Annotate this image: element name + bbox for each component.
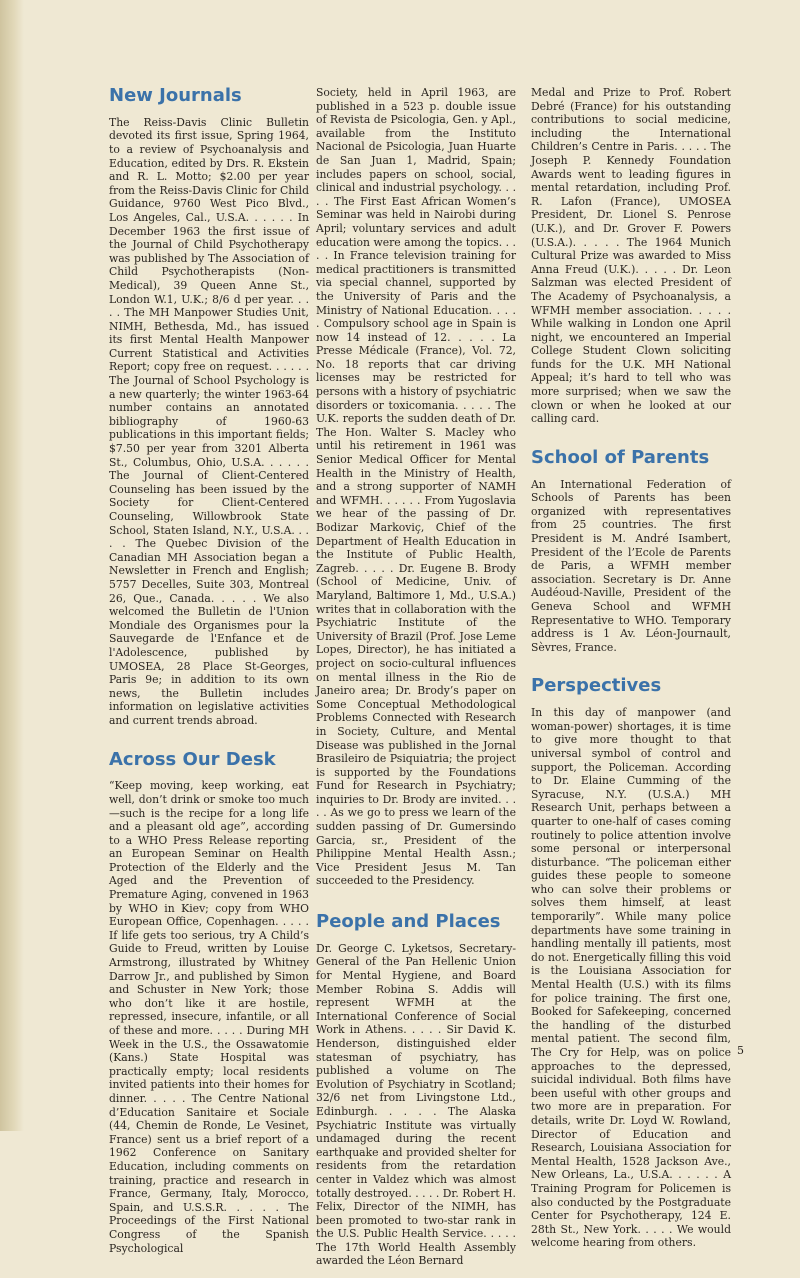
heading-school-of-parents: School of Parents — [531, 446, 710, 468]
heading-across-our-desk: Across Our Desk — [109, 748, 276, 770]
perspectives-body: In this day of manpower (and woman-power) shortages, it is time to give more thought to that universal symbol of control and support, the Policeman. According to Dr. Elaine Cumming of the Syracuse, N.Y. (U.S.A.) MH Research Unit, perhaps between a quarter to one-half of cases coming routinely to police attention involve some personal or interpersonal disturbance. “The policeman either guides these people to someone who can solve their problems or solves them himself, at least temporarily”. While many police departments have some training in handling mentally ill patients, most do not. Energetically filling this void is the Louisiana Association for Mental Health (U.S.) with its films for police training. The first one, Booked for Safekeeping, concerned the handling of the disturbed mental patient. The second film, The Cry for Help, was on police approaches to the depressed, suicidal individual. Both films have been useful with other groups and two more are in preparation. For details, write Dr. Loyd W. Rowland, Director of Education and Research, Louisiana Association for Mental Health, 1528 Jackson Ave., New Orleans, La., U.S.A. . . . . . A Training Program for Policemen is also conducted by the Postgraduate Center for Psychotherapy, 124 E. 28th St., New York. . . . . We would welcome hearing from others. — [531, 706, 731, 1250]
people-and-places-body: Dr. George C. Lyketsos, Secretary-General of the Pan Hellenic Union for Mental Hygiene, and Board Member Robina S. Addis will represent WFMH at the International Conference of Social Work in Athens. . . . . Sir David K. Henderson, distinguished elder statesman of psychiatry, has published a volume on The Evolution of Psychiatry in Scotland; 32/6 net from Livingstone Ltd., Edinburgh. . . . . The Alaska Psychiatric Institute was virtually undamaged during the recent earthquake and provided shelter for residents from the retardation center in Valdez which was almost totally destroyed. . . . . Dr. Robert H. Felix, Director of the NIMH, has been promoted to two-star rank in the U.S. Public Health Service. . . . . The 17th World Health Assembly awarded the Léon Bernard — [316, 941, 516, 1268]
heading-new-journals: New Journals — [109, 85, 242, 106]
newsletter-page — [104, 85, 744, 1268]
people-and-places-continued: Medal and Prize to Prof. Robert Debré (France) for his outstanding contributions to social medicine, including the International Children’s Centre in Paris. . . . . The Joseph P. Kennedy Foundation Awards went to leading figures in mental retardation, including Prof. R. Lafon (France), UMOSEA President, Dr. Lionel S. Penrose (U.K.), and Dr. Grover F. Powers (U.S.A.). . . . . The 1964 Munich Cultural Prize was awarded to Miss Anna Freud (U.K.). . . . . Dr. Leon Salzman was elected President of The Academy of Psychoanalysis, a WFMH member association. . . . . While walking in London one April night, we encountered an Imperial College Student Clown soliciting funds for the U.K. MH National Appeal; it’s hard to tell who was more surprised; when we saw the clown or when he looked at our calling card. — [531, 86, 731, 426]
heading-perspectives: Perspectives — [531, 675, 662, 697]
school-of-parents-body: An International Federation of Schools of Parents has been organized with representatives from 25 countries. The first President is M. André Isambert, President of the l’Ecole de Parents de Paris, a WFMH member association. Secretary is Dr. Anne Audéoud-Naville, President of the Geneva School and WFMH Representative to WHO. Temporary address is 1 Av. Léon-Journault, Sèvres, France. — [531, 477, 731, 654]
page-number: 5 — [737, 1044, 744, 1057]
new-journals-body: The Reiss-Davis Clinic Bulletin devoted its first issue, Spring 1964, to a review of Psychoanalysis and Education, edited by Drs. R. Ekstein and R. L. Motto; $2.00 per year from the Reiss-Davis Clinic for Child Guidance, 9760 West Pico Blvd., Los Angeles, Cal., U.S.A. . . . . . In December 1963 the first issue of the Journal of Child Psychotherapy was published by The Association of Child Psychotherapists (Non-Medical), 39 Queen Anne St., London W.1, U.K.; 8/6 d per year. . . . . The MH Manpower Studies Unit, NIMH, Bethesda, Md., has issued its first Mental Health Manpower Current Statistical and Activities Report; copy free on request. . . . . . The Journal of School Psychology is a new quarterly; the winter 1963-64 number contains an annotated bibliography of 1960-63 publications in this important fields; $7.50 per year from 3201 Alberta St., Columbus, Ohio, U.S.A. . . . . . The Journal of Client-Centered Counseling has been issued by the Society for Client-Centered Counseling, Willowbrook State School, Staten Island, N.Y., U.S.A. . . . . The Quebec Division of the Canadian MH Association began a Newsletter in French and English; 5757 Decelles, Suite 303, Montreal 26, Que., Canada. . . . . We also welcomed the Bulletin de l'Union Mondiale des Organismes pour la Sauvegarde de l'Enfance et de l'Adolescence, published by UMOSEA, 28 Place St-Georges, Paris 9e; in addition to its own news, the Bulletin includes information on legislative activities and current trends abroad. — [109, 115, 309, 727]
page-binding-edge — [0, 0, 24, 1131]
across-our-desk-continued: Society, held in April 1963, are published in a 523 p. double issue of Revista de Psicologia, Gen. y Apl., available from the Instituto Nacional de Psicologia, Juan Huarte de San Juan 1, Madrid, Spain; includes papers on school, social, clinical and industrial psychology. . . . . The First East African Women’s Seminar was held in Nairobi during April; voluntary services and adult education were among the topics. . . . . In France television training for medical practitioners is transmitted via special channel, supported by the University of Paris and the Ministry of National Education. . . . . Compulsory school age in Spain is now 14 instead of 12. . . . . La Presse Médicale (France), Vol. 72, No. 18 reports that car driving licenses may be restricted for persons with a history of psychiatric disorders or toxicomania. . . . . The U.K. reports the sudden death of Dr. The Hon. Walter S. Macley who until his retirement in 1961 was Senior Medical Officer for Mental Health in the Ministry of Health, and a strong supporter of NAMH and WFMH. . . . . . From Yugoslavia we hear of the passing of Dr. Bodizar Markoviç, Chief of the Department of Health Education in the Institute of Public Health, Zagreb. . . . . Dr. Eugene B. Brody (School of Medicine, Univ. of Maryland, Baltimore 1, Md., U.S.A.) writes that in collaboration with the Psychiatric Institute of the University of Brazil (Prof. Jose Leme Lopes, Director), he has initiated a project on socio-cultural influences on mental illness in the Rio de Janeiro area; Dr. Brody’s paper on Some Conceptual Methodological Problems Connected with Research in Society, Culture, and Mental Disease was published in the Jornal Brasileiro de Psiquiatria; the project is supported by the Foundations Fund for Research in Psychiatry; inquiries to Dr. Brody are invited. . . . . As we go to press we learn of the sudden passing of Dr. Gumersindo Garcia, sr., President of the Philippine Mental Health Assn.; Vice President Jesus M. Tan succeeded to the Presidency. — [316, 86, 517, 888]
heading-people-and-places: People and Places — [316, 911, 501, 933]
column-right — [531, 86, 731, 1260]
column-middle — [316, 86, 516, 1278]
across-our-desk-body: “Keep moving, keep working, eat well, don’t drink or smoke too much—such is the recipe for a long life and a pleasant old age”, according to a WHO Press Release reporting an European Seminar on Health Protection of the Elderly and the Aged and the Prevention of Premature Aging, convened in 1963 by WHO in Kiev; copy from WHO European Office, Copenhagen. . . . . If life gets too serious, try A Child’s Guide to Freud, written by Louise Armstrong, illustrated by Whitney Darrow Jr., and published by Simon and Schuster in New York; those who don’t like it are hostile, repressed, insecure, infantile, or all of these and more. . . . . During MH Week in the U.S., the Ossawatomie (Kans.) State Hospital was practically empty; local residents invited patients into their homes for dinner. . . . . The Centre National d’Education Sanitaire et Sociale (44, Chemin de Ronde, Le Vesinet, France) sent us a brief report of a 1962 Conference on Sanitary Education, including comments on training, practice and research in France, Germany, Italy, Morocco, Spain, and U.S.S.R. . . . . The Proceedings of the First National Congress of the Spanish Psychological — [109, 779, 309, 1255]
column-left — [109, 86, 309, 1265]
